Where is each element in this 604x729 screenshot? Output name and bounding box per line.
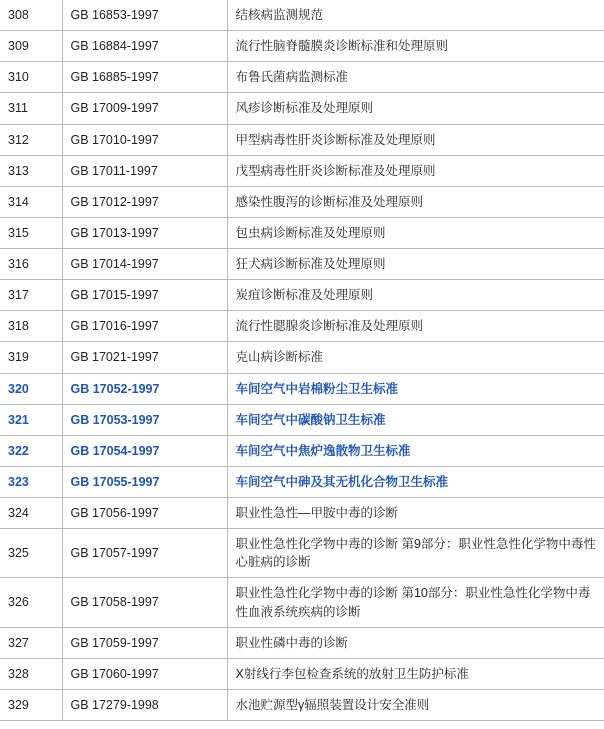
standard-title: 包虫病诊断标准及处理原则 [227, 217, 604, 248]
table-row [0, 342, 604, 373]
standard-code: GB 17053-1997 [62, 404, 227, 435]
standard-code: GB 17010-1997 [62, 124, 227, 155]
table-row [0, 627, 604, 658]
standard-code: GB 17056-1997 [62, 498, 227, 529]
standard-title: 车间空气中碳酸钠卫生标准 [227, 404, 604, 435]
table-row [0, 373, 604, 404]
row-number: 316 [0, 249, 62, 280]
row-number: 309 [0, 31, 62, 62]
row-number: 319 [0, 342, 62, 373]
table-row [0, 404, 604, 435]
standard-title: X射线行李包检查系统的放射卫生防护标准 [227, 658, 604, 689]
standard-title: 克山病诊断标准 [227, 342, 604, 373]
row-number: 329 [0, 689, 62, 720]
table-row [0, 62, 604, 93]
standard-code: GB 17011-1997 [62, 155, 227, 186]
row-number: 328 [0, 658, 62, 689]
row-number: 312 [0, 124, 62, 155]
standard-code: GB 17059-1997 [62, 627, 227, 658]
row-number: 327 [0, 627, 62, 658]
standard-title: 职业性磷中毒的诊断 [227, 627, 604, 658]
standard-code: GB 17016-1997 [62, 311, 227, 342]
standard-code: GB 17052-1997 [62, 373, 227, 404]
row-number: 318 [0, 311, 62, 342]
standard-title: 流行性脑脊髓膜炎诊断标准和处理原则 [227, 31, 604, 62]
table-row [0, 280, 604, 311]
table-row [0, 217, 604, 248]
standard-title: 风疹诊断标准及处理原则 [227, 93, 604, 124]
table-row [0, 498, 604, 529]
standard-title: 职业性急性—甲胺中毒的诊断 [227, 498, 604, 529]
standard-code: GB 17012-1997 [62, 186, 227, 217]
row-number: 313 [0, 155, 62, 186]
standard-code: GB 17009-1997 [62, 93, 227, 124]
table-row [0, 311, 604, 342]
table-row [0, 249, 604, 280]
table-row [0, 0, 604, 31]
standard-title: 结核病监测规范 [227, 0, 604, 31]
row-number: 315 [0, 217, 62, 248]
standard-title: 职业性急性化学物中毒的诊断 第10部分：职业性急性化学物中毒性血液系统疾病的诊断 [227, 578, 604, 627]
standard-code: GB 17055-1997 [62, 466, 227, 497]
standard-title: 戊型病毒性肝炎诊断标准及处理原则 [227, 155, 604, 186]
standard-code: GB 16884-1997 [62, 31, 227, 62]
row-number: 322 [0, 435, 62, 466]
standard-title: 布鲁氏菌病监测标准 [227, 62, 604, 93]
row-number: 326 [0, 578, 62, 627]
standard-code: GB 17015-1997 [62, 280, 227, 311]
row-number: 323 [0, 466, 62, 497]
standard-code: GB 17060-1997 [62, 658, 227, 689]
table-row [0, 93, 604, 124]
standard-code: GB 16885-1997 [62, 62, 227, 93]
row-number: 325 [0, 529, 62, 578]
row-number: 308 [0, 0, 62, 31]
standard-title: 感染性腹泻的诊断标准及处理原则 [227, 186, 604, 217]
standard-code: GB 16853-1997 [62, 0, 227, 31]
table-row [0, 689, 604, 720]
table-row [0, 529, 604, 578]
table-row [0, 186, 604, 217]
standard-code: GB 17057-1997 [62, 529, 227, 578]
standard-title: 甲型病毒性肝炎诊断标准及处理原则 [227, 124, 604, 155]
table-row [0, 155, 604, 186]
standard-title: 水池贮源型γ辐照装置设计安全准则 [227, 689, 604, 720]
standard-title: 职业性急性化学物中毒的诊断 第9部分：职业性急性化学物中毒性心脏病的诊断 [227, 529, 604, 578]
row-number: 321 [0, 404, 62, 435]
row-number: 317 [0, 280, 62, 311]
table-row [0, 31, 604, 62]
standard-title: 狂犬病诊断标准及处理原则 [227, 249, 604, 280]
row-number: 320 [0, 373, 62, 404]
row-number: 324 [0, 498, 62, 529]
standard-title: 车间空气中焦炉逸散物卫生标准 [227, 435, 604, 466]
table-row [0, 658, 604, 689]
table-row [0, 466, 604, 497]
standard-code: GB 17013-1997 [62, 217, 227, 248]
row-number: 310 [0, 62, 62, 93]
standard-title: 流行性腮腺炎诊断标准及处理原则 [227, 311, 604, 342]
standard-title: 车间空气中砷及其无机化合物卫生标准 [227, 466, 604, 497]
standard-code: GB 17054-1997 [62, 435, 227, 466]
standard-code: GB 17279-1998 [62, 689, 227, 720]
row-number: 314 [0, 186, 62, 217]
row-number: 311 [0, 93, 62, 124]
standard-code: GB 17014-1997 [62, 249, 227, 280]
standard-title: 车间空气中岩棉粉尘卫生标准 [227, 373, 604, 404]
standard-code: GB 17021-1997 [62, 342, 227, 373]
standard-code: GB 17058-1997 [62, 578, 227, 627]
table-row [0, 435, 604, 466]
table-row [0, 124, 604, 155]
standard-title: 炭疽诊断标准及处理原则 [227, 280, 604, 311]
table-row [0, 578, 604, 627]
